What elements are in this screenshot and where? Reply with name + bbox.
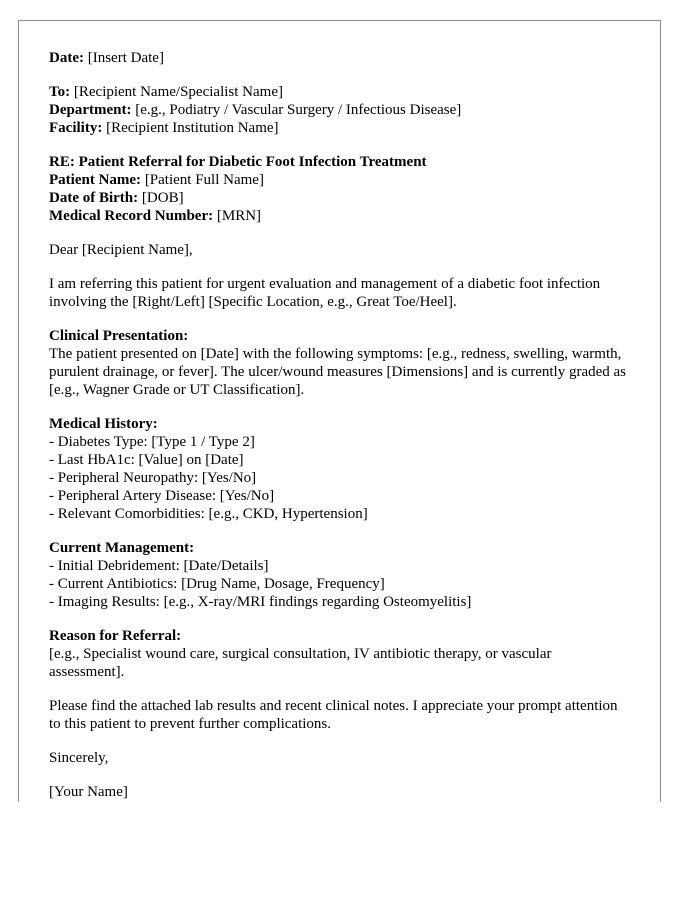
referral-heading: Reason for Referral: [49, 628, 182, 644]
patient-name-label: Patient Name: [49, 172, 142, 188]
management-item: - Initial Debridement: [Date/Details] [49, 558, 269, 574]
history-item: - Peripheral Artery Disease: [Yes/No] [49, 488, 275, 504]
referral-letter [18, 20, 661, 802]
clinical-paragraph: The patient presented on [Date] with the following symptoms: [e.g., redness, swelling, warmth, purulent drainage, or fever]. The ulcer/wound measures [Dimensions] and is currently graded as [e.g., Wagner Grade or UT Classification]. [49, 346, 627, 398]
dob-label: Date of Birth: [49, 190, 139, 206]
mrn-label: Medical Record Number: [49, 208, 214, 224]
closing-section [49, 697, 630, 733]
signature-name: [Your Name] [49, 784, 128, 800]
mrn-line [49, 207, 630, 225]
dob-line [49, 189, 630, 207]
management-item: - Current Antibiotics: [Drug Name, Dosage, Frequency] [49, 576, 385, 592]
recipient-section [49, 83, 630, 137]
management-section [49, 539, 630, 611]
history-section [49, 415, 630, 523]
department-value: [e.g., Podiatry / Vascular Surgery / Infectious Disease] [135, 102, 462, 118]
department-label: Department: [49, 102, 132, 118]
management-item: - Imaging Results: [e.g., X-ray/MRI findings regarding Osteomyelitis] [49, 594, 472, 610]
salutation-section [49, 241, 630, 259]
patient-section [49, 153, 630, 225]
date-label: Date: [49, 50, 84, 66]
facility-value: [Recipient Institution Name] [106, 120, 279, 136]
date-section [49, 49, 630, 67]
to-value: [Recipient Name/Specialist Name] [73, 84, 283, 100]
signoff-section [49, 749, 630, 767]
history-item: - Peripheral Neuropathy: [Yes/No] [49, 470, 257, 486]
history-heading: Medical History: [49, 416, 158, 432]
closing-paragraph: Please find the attached lab results and recent clinical notes. I appreciate your prompt attention to this patient to prevent further complications. [49, 698, 618, 732]
signature-section [49, 783, 630, 801]
intro-section [49, 275, 630, 311]
salutation: Dear [Recipient Name], [49, 242, 193, 258]
re-line: RE: Patient Referral for Diabetic Foot Infection Treatment [49, 154, 427, 170]
to-label: To: [49, 84, 71, 100]
department-line [49, 101, 630, 119]
history-item: - Last HbA1c: [Value] on [Date] [49, 452, 244, 468]
dob-value: [DOB] [141, 190, 184, 206]
patient-name-value: [Patient Full Name] [144, 172, 264, 188]
intro-paragraph: I am referring this patient for urgent evaluation and management of a diabetic foot infection involving the [Right/Left] [Specific Location, e.g., Great Toe/Heel]. [49, 276, 601, 310]
to-line [49, 83, 630, 101]
patient-name-line [49, 171, 630, 189]
referral-paragraph: [e.g., Specialist wound care, surgical consultation, IV antibiotic therapy, or vascular assessment]. [49, 646, 552, 680]
clinical-heading: Clinical Presentation: [49, 328, 189, 344]
history-item: - Relevant Comorbidities: [e.g., CKD, Hypertension] [49, 506, 368, 522]
clinical-section [49, 327, 630, 399]
date-value: [Insert Date] [87, 50, 164, 66]
facility-label: Facility: [49, 120, 103, 136]
date-line [49, 49, 630, 67]
management-heading: Current Management: [49, 540, 195, 556]
mrn-value: [MRN] [216, 208, 262, 224]
facility-line [49, 119, 630, 137]
signoff: Sincerely, [49, 750, 109, 766]
history-item: - Diabetes Type: [Type 1 / Type 2] [49, 434, 255, 450]
referral-section [49, 627, 630, 681]
